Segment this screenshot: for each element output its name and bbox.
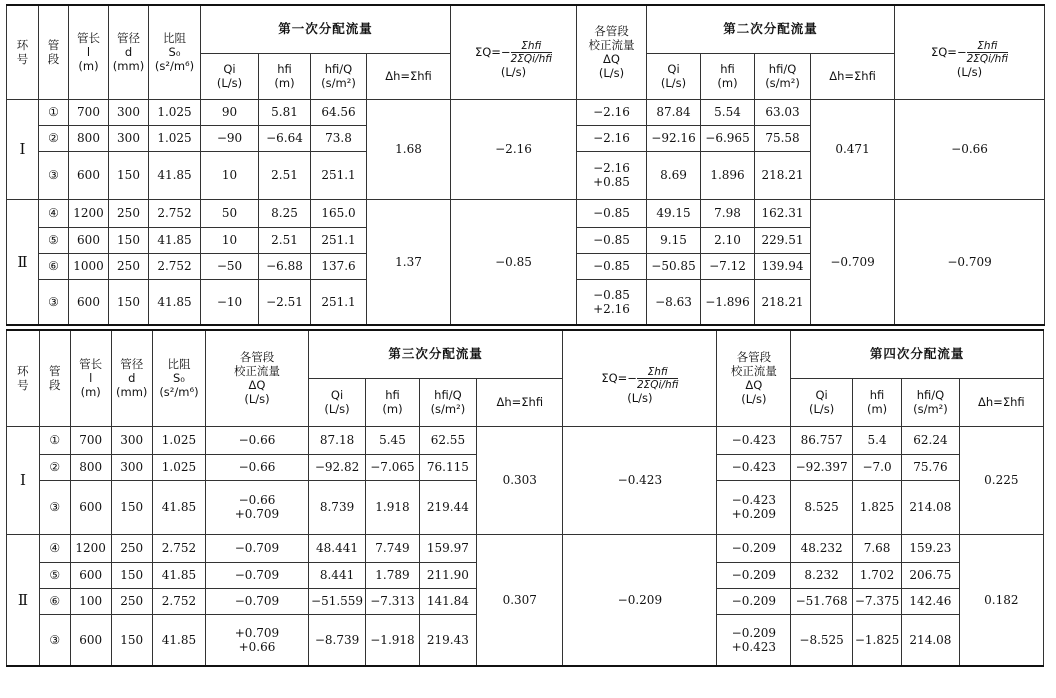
first-second-allocation-table bbox=[6, 4, 1045, 326]
header-length: 管长 l (m) bbox=[70, 330, 111, 426]
header-hf-q: hfi/Q (s/m²) bbox=[419, 378, 476, 426]
header-diameter: 管径 d (mm) bbox=[111, 330, 152, 426]
header-correction: 各管段 校正流量 ΔQ (L/s) bbox=[577, 5, 647, 99]
table-row: Ⅱ ④ 1200 250 2.752 50 8.25 165.0 1.37 −0.85 −0.85 49.15 7.98 162.31 −0.709 −0.709 bbox=[7, 199, 1045, 227]
header-second-allocation: 第二次分配流量 bbox=[647, 5, 895, 53]
table-row: ⑤ 600 150 41.85 10 2.51 251.1 −0.85 9.15 2.10 229.51 bbox=[7, 227, 1045, 253]
header-sum-q-2: ΣQ=− $\frac{\text{Σhfi}}{\text{2ΣQi/hfi}}$ (L/s) bbox=[895, 5, 1045, 99]
ring1-dh-4: 0.225 bbox=[959, 426, 1043, 534]
header-third-allocation: 第三次分配流量 bbox=[308, 330, 563, 378]
table-row: ⑥ 100 250 2.752 −0.709 −51.559 −7.313 141.84 −0.209 −51.768 −7.375 142.46 bbox=[7, 588, 1044, 614]
ring-label: Ⅰ bbox=[7, 99, 39, 199]
header-hf-q: hfi/Q (s/m²) bbox=[755, 53, 811, 99]
header-dh: Δh=Σhfi bbox=[477, 378, 563, 426]
header-hf-q: hfi/Q (s/m²) bbox=[311, 53, 367, 99]
ring2-dh-1: 1.37 bbox=[367, 199, 451, 325]
header-diameter: 管径 d (mm) bbox=[109, 5, 149, 99]
ring1-sum-q-1: −2.16 bbox=[451, 99, 577, 199]
header-hf-q: hfi/Q (s/m²) bbox=[902, 378, 959, 426]
ring-label: Ⅱ bbox=[7, 199, 39, 325]
ring2-dh-3: 0.307 bbox=[477, 534, 563, 666]
header-qi: Qi (L/s) bbox=[647, 53, 701, 99]
header-length: 管长 l (m) bbox=[69, 5, 109, 99]
header-hf: hfi (m) bbox=[701, 53, 755, 99]
table-row: ⑤ 600 150 41.85 −0.709 8.441 1.789 211.90 −0.209 8.232 1.702 206.75 bbox=[7, 562, 1044, 588]
header-hf: hfi (m) bbox=[852, 378, 901, 426]
header-qi: Qi (L/s) bbox=[201, 53, 259, 99]
header-segment: 管 段 bbox=[39, 5, 69, 99]
third-fourth-allocation-table bbox=[6, 329, 1044, 667]
header-hf: hfi (m) bbox=[259, 53, 311, 99]
table-row: ③ 600 150 41.85 +0.709 +0.66 −8.739 −1.918 219.43 −0.209 +0.423 −8.525 −1.825 214.08 bbox=[7, 614, 1044, 666]
header-qi: Qi (L/s) bbox=[791, 378, 853, 426]
header-qi: Qi (L/s) bbox=[308, 378, 365, 426]
table-row: ⑥ 1000 250 2.752 −50 −6.88 137.6 −0.85 −50.85 −7.12 139.94 bbox=[7, 253, 1045, 279]
header-sum-q-1 bbox=[451, 5, 577, 99]
ring2-dh-2: −0.709 bbox=[811, 199, 895, 325]
ring2-sum-q-1: −0.85 bbox=[451, 199, 577, 325]
header-ring: 环 号 bbox=[7, 5, 39, 99]
table-row: ③ 600 150 41.85 10 2.51 251.1 −2.16 +0.85 8.69 1.896 218.21 bbox=[7, 151, 1045, 199]
ring2-dh-4: 0.182 bbox=[959, 534, 1043, 666]
ring-label: Ⅱ bbox=[7, 534, 40, 666]
ring2-sum-q-3: −0.209 bbox=[563, 534, 717, 666]
calculation-tables bbox=[6, 4, 1050, 667]
sum-q-unit: (L/s) bbox=[500, 64, 527, 79]
header-ring: 环 号 bbox=[7, 330, 40, 426]
ring1-dh-1: 1.68 bbox=[367, 99, 451, 199]
header-resistance: 比阻 S₀ (s²/m⁶) bbox=[149, 5, 201, 99]
table-row: Ⅱ ④ 1200 250 2.752 −0.709 48.441 7.749 159.97 0.307 −0.209 −0.209 48.232 7.68 159.23 0.182 bbox=[7, 534, 1044, 562]
header-dh: Δh=Σhfi bbox=[811, 53, 895, 99]
header-correction: 各管段 校正流量 ΔQ (L/s) bbox=[206, 330, 309, 426]
header-correction: 各管段 校正流量 ΔQ (L/s) bbox=[717, 330, 791, 426]
header-hf: hfi (m) bbox=[366, 378, 419, 426]
header-first-allocation: 第一次分配流量 bbox=[201, 5, 451, 53]
table-row: ③ 600 150 41.85 −0.66 +0.709 8.739 1.918 219.44 −0.423 +0.209 8.525 1.825 214.08 bbox=[7, 480, 1044, 534]
header-fourth-allocation: 第四次分配流量 bbox=[791, 330, 1044, 378]
sum-q-label: ΣQ=− bbox=[474, 44, 511, 59]
ring1-dh-2: 0.471 bbox=[811, 99, 895, 199]
table-row: Ⅰ ① 700 300 1.025 90 5.81 64.56 1.68 −2.16 −2.16 87.84 5.54 63.03 0.471 −0.66 bbox=[7, 99, 1045, 125]
sum-q-fraction: $\frac{\text{Σhfi}}{\text{2ΣQi/hfi}}$ bbox=[510, 39, 553, 65]
ring2-sum-q-2: −0.709 bbox=[895, 199, 1045, 325]
table-row: ② 800 300 1.025 −90 −6.64 73.8 −2.16 −92.16 −6.965 75.58 bbox=[7, 125, 1045, 151]
table-row: ③ 600 150 41.85 −10 −2.51 251.1 −0.85 +2.16 −8.63 −1.896 218.21 bbox=[7, 279, 1045, 325]
header-sum-q-3: ΣQ=− $\frac{\text{Σhfi}}{\text{2ΣQi/hfi}}$ (L/s) bbox=[563, 330, 717, 426]
ring1-sum-q-3: −0.423 bbox=[563, 426, 717, 534]
header-segment: 管 段 bbox=[39, 330, 70, 426]
ring-label: Ⅰ bbox=[7, 426, 40, 534]
header-dh: Δh=Σhfi bbox=[959, 378, 1043, 426]
ring1-dh-3: 0.303 bbox=[477, 426, 563, 534]
header-dh: Δh=Σhfi bbox=[367, 53, 451, 99]
ring1-sum-q-2: −0.66 bbox=[895, 99, 1045, 199]
header-resistance: 比阻 S₀ (s²/m⁶) bbox=[152, 330, 205, 426]
table-row: Ⅰ ① 700 300 1.025 −0.66 87.18 5.45 62.55 0.303 −0.423 −0.423 86.757 5.4 62.24 0.225 bbox=[7, 426, 1044, 454]
table-row: ② 800 300 1.025 −0.66 −92.82 −7.065 76.115 −0.423 −92.397 −7.0 75.76 bbox=[7, 454, 1044, 480]
